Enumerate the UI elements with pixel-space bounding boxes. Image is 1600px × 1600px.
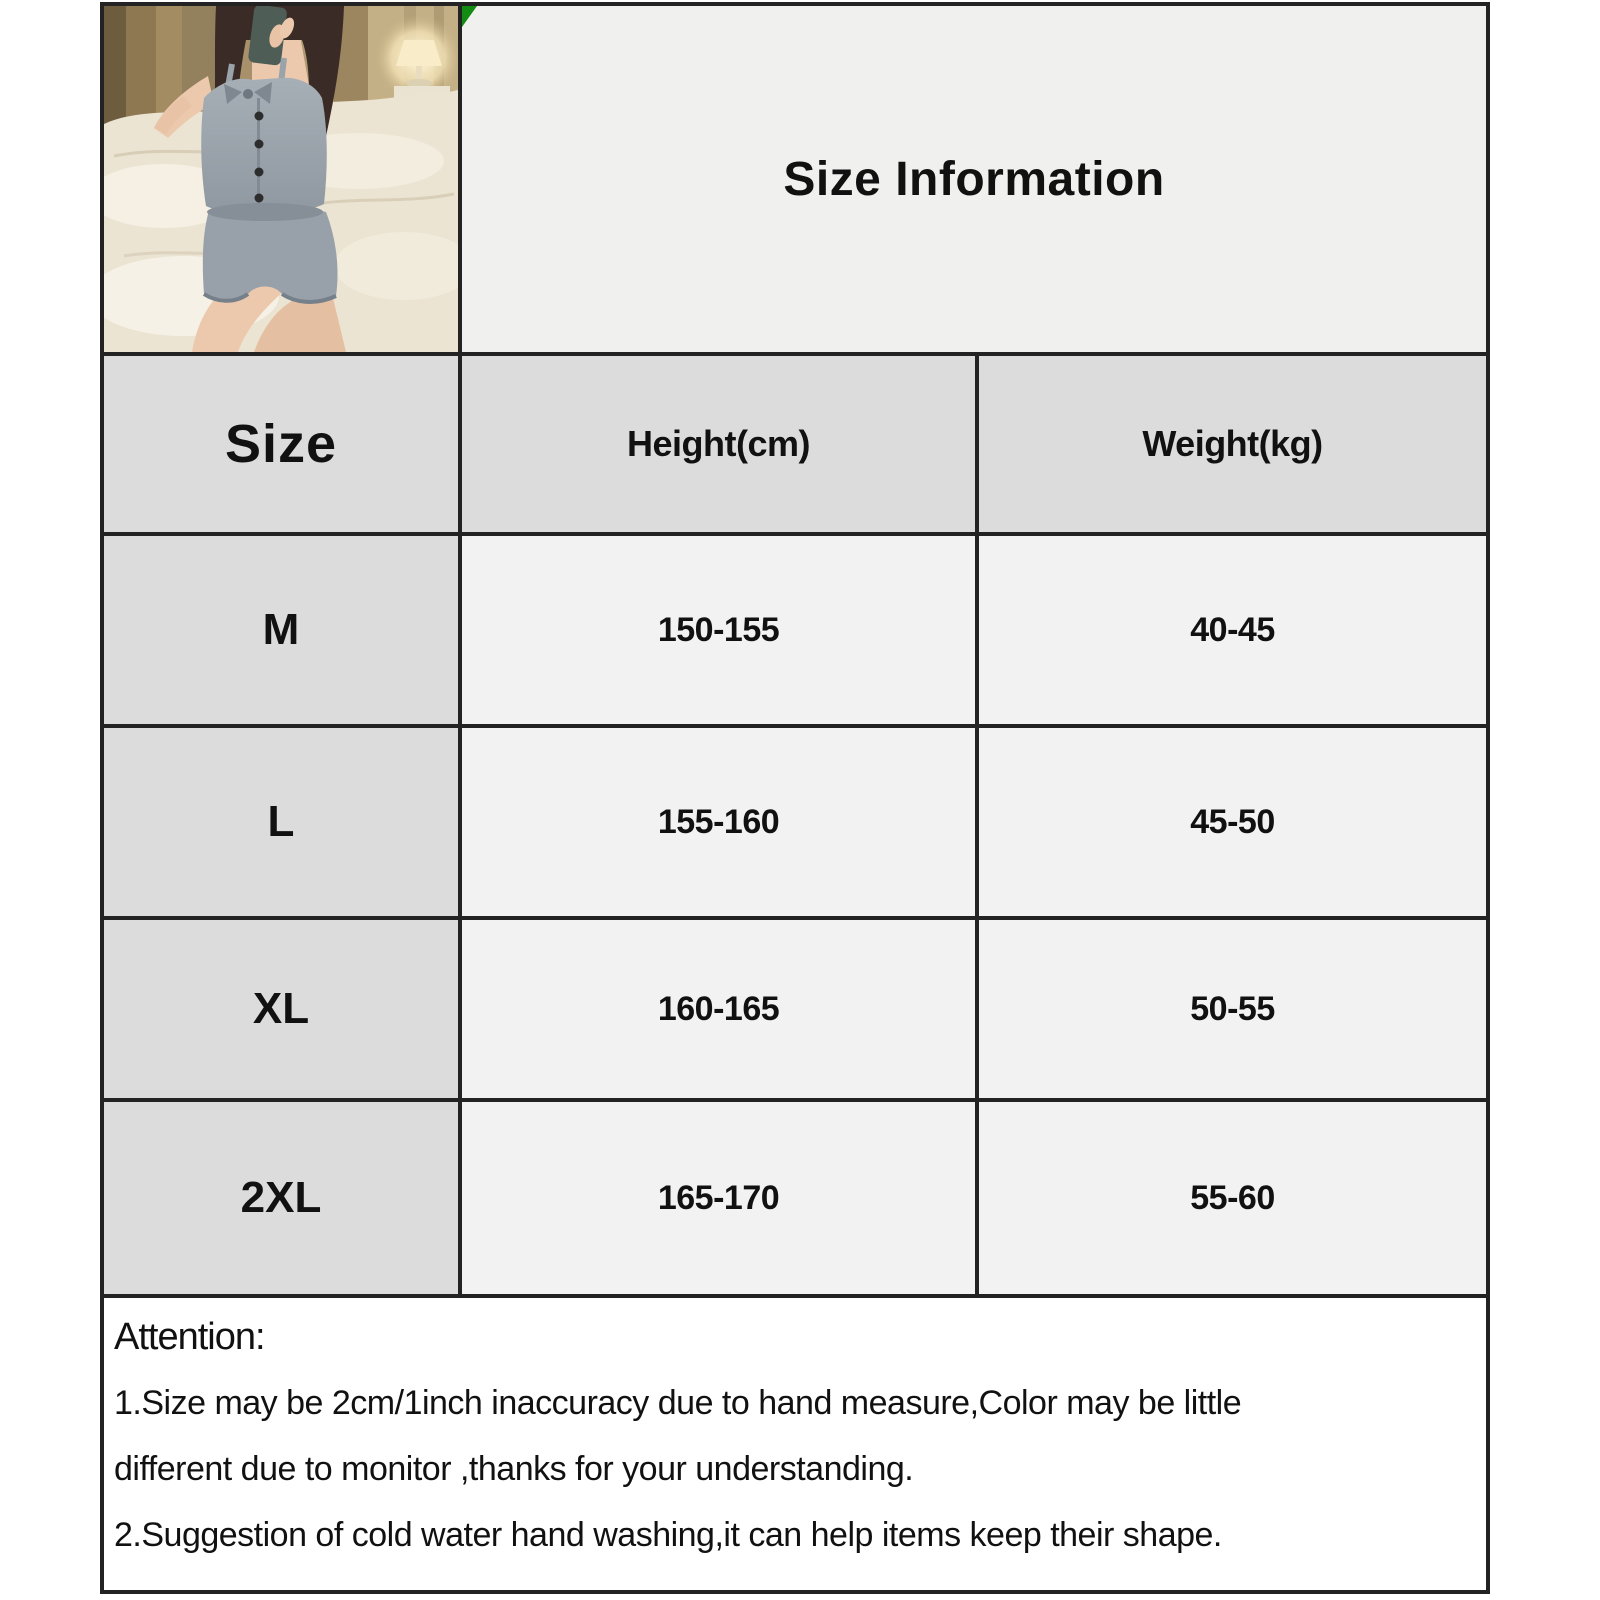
attention-line-1: 1.Size may be 2cm/1inch inaccuracy due to hand measure,Color may be little — [114, 1384, 1242, 1422]
height-value-2xl: 165-170 — [462, 1102, 975, 1294]
size-table — [100, 2, 1490, 1594]
column-header-weight: Weight(kg) — [979, 356, 1486, 532]
height-value-xl: 160-165 — [462, 920, 975, 1098]
attention-line-3: 2.Suggestion of cold water hand washing,it can help items keep their shape. — [114, 1516, 1222, 1554]
green-corner-triangle-icon — [462, 6, 477, 27]
size-label-m: M — [104, 536, 458, 724]
size-label-2xl: 2XL — [104, 1102, 458, 1294]
title-cell — [462, 6, 1486, 352]
product-photo-illustration — [104, 6, 458, 352]
product-photo — [104, 6, 458, 352]
column-header-size: Size — [104, 356, 458, 532]
height-value-m: 150-155 — [462, 536, 975, 724]
size-label-xl: XL — [104, 920, 458, 1098]
attention-heading: Attention: — [114, 1316, 265, 1358]
attention-note — [104, 1298, 1486, 1590]
attention-line-2: different due to monitor ,thanks for your understanding. — [114, 1450, 914, 1488]
height-value-l: 155-160 — [462, 728, 975, 916]
column-header-height: Height(cm) — [462, 356, 975, 532]
weight-value-xl: 50-55 — [979, 920, 1486, 1098]
weight-value-m: 40-45 — [979, 536, 1486, 724]
size-label-l: L — [104, 728, 458, 916]
weight-value-l: 45-50 — [979, 728, 1486, 916]
page-title: Size Information — [783, 152, 1165, 206]
weight-value-2xl: 55-60 — [979, 1102, 1486, 1294]
